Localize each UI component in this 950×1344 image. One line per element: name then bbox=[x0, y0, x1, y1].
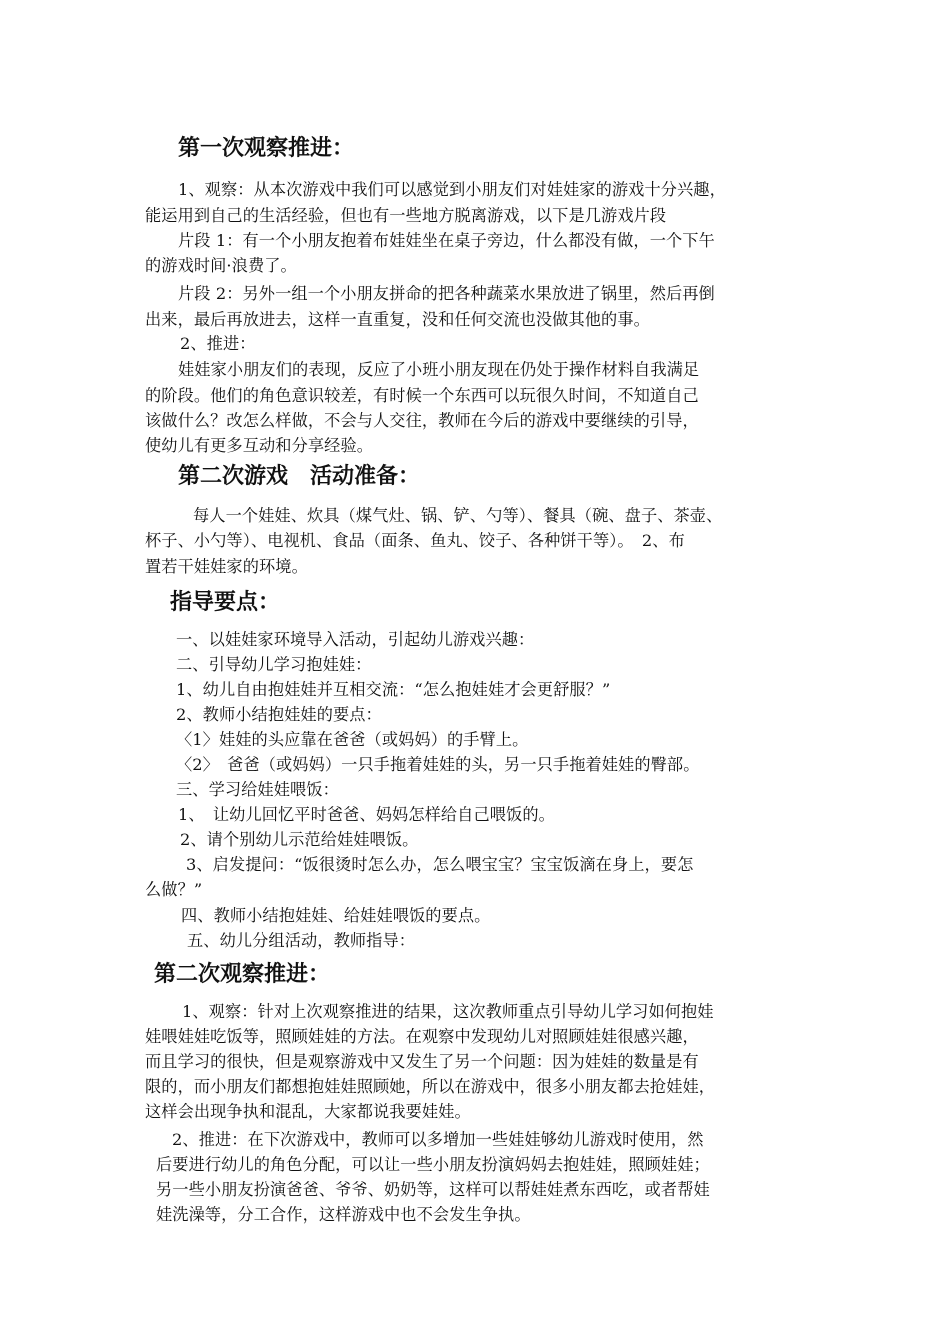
observation-line: 1、观察：从本次游戏中我们可以感觉到小朋友们对娃娃家的游戏十分兴趣， bbox=[178, 180, 726, 199]
observation-line: 这样会出现争执和混乱，大家都说我要娃娃。 bbox=[145, 1102, 471, 1121]
advance-line: 另一些小朋友扮演爸爸、爷爷、奶奶等，这样可以帮娃娃煮东西吃，或者帮娃 bbox=[156, 1180, 710, 1199]
guidance-item: 2、教师小结抱娃娃的要点： bbox=[176, 705, 382, 724]
advance-line: 2、推进：在下次游戏中，教师可以多增加一些娃娃够幼儿游戏时使用，然 bbox=[172, 1130, 704, 1149]
advance-line: 的阶段。他们的角色意识较差，有时候一个东西可以玩很久时间，不知道自己 bbox=[145, 386, 699, 405]
clip-line: 的游戏时间·浪费了。 bbox=[145, 256, 297, 275]
section-heading-second-game-prep: 第二次游戏 活动准备： bbox=[178, 464, 421, 489]
guidance-item: 1、 让幼儿回忆平时爸爸、妈妈怎样给自己喂饭的。 bbox=[178, 805, 555, 824]
clip-line: 片段 1：有一个小朋友抱着布娃娃坐在桌子旁边，什么都没有做，一个下午 bbox=[178, 231, 715, 250]
guidance-item: 么做？” bbox=[145, 880, 203, 899]
section-heading-second-observation: 第二次观察推进： bbox=[154, 962, 331, 987]
advance-line: 使幼儿有更多互动和分享经验。 bbox=[145, 436, 374, 455]
observation-line: 娃喂娃娃吃饭等，照顾娃娃的方法。在观察中发现幼儿对照顾娃娃很感兴趣， bbox=[145, 1027, 699, 1046]
guidance-item: 〈1〉娃娃的头应靠在爸爸（或妈妈）的手臂上。 bbox=[176, 730, 529, 749]
guidance-item: 一、以娃娃家环境导入活动，引起幼儿游戏兴趣： bbox=[176, 630, 535, 649]
guidance-item: 〈2〉 爸爸（或妈妈）一只手拖着娃娃的头，另一只手拖着娃娃的臀部。 bbox=[176, 755, 700, 774]
observation-line: 限的，而小朋友们都想抱娃娃照顾她，所以在游戏中，很多小朋友都去抢娃娃， bbox=[145, 1077, 716, 1096]
guidance-item: 1、幼儿自由抱娃娃并互相交流：“怎么抱娃娃才会更舒服？” bbox=[176, 680, 611, 699]
advance-line: 娃洗澡等，分工合作，这样游戏中也不会发生争执。 bbox=[156, 1205, 531, 1224]
section-heading-guidance-points: 指导要点： bbox=[170, 590, 281, 615]
section-heading-first-observation: 第一次观察推进： bbox=[178, 136, 355, 161]
prep-line: 置若干娃娃家的环境。 bbox=[145, 557, 308, 576]
guidance-item: 2、请个别幼儿示范给娃娃喂饭。 bbox=[180, 830, 419, 849]
prep-line: 每人一个娃娃、炊具（煤气灶、锅、铲、勺等）、餐具（碗、盘子、茶壶、 bbox=[193, 506, 723, 525]
advance-line: 该做什么？改怎么样做，不会与人交往，教师在今后的游戏中要继续的引导， bbox=[145, 411, 699, 430]
prep-line: 杯子、小勺等）、电视机、食品（面条、鱼丸、饺子、各种饼干等）。 2、布 bbox=[145, 531, 685, 550]
advance-line: 娃娃家小朋友们的表现，反应了小班小朋友现在仍处于操作材料自我满足 bbox=[178, 360, 700, 379]
observation-line: 1、观察：针对上次观察推进的结果，这次教师重点引导幼儿学习如何抱娃 bbox=[182, 1002, 714, 1021]
guidance-item: 二、引导幼儿学习抱娃娃： bbox=[176, 655, 372, 674]
guidance-item: 三、学习给娃娃喂饭： bbox=[176, 780, 339, 799]
clip-line: 片段 2：另外一组一个小朋友拼命的把各种蔬菜水果放进了锅里，然后再倒 bbox=[178, 284, 715, 303]
guidance-item: 五、幼儿分组活动，教师指导： bbox=[187, 931, 416, 950]
guidance-item: 四、教师小结抱娃娃、给娃娃喂饭的要点。 bbox=[181, 906, 491, 925]
observation-line: 能运用到自己的生活经验，但也有一些地方脱离游戏，以下是几游戏片段 bbox=[145, 206, 667, 225]
advance-line: 后要进行幼儿的角色分配，可以让一些小朋友扮演妈妈去抱娃娃，照顾娃娃； bbox=[156, 1155, 710, 1174]
clip-line: 出来，最后再放进去，这样一直重复，没和任何交流也没做其他的事。 bbox=[145, 310, 650, 329]
guidance-item: 3、启发提问：“饭很烫时怎么办，怎么喂宝宝？宝宝饭滴在身上，要怎 bbox=[186, 855, 694, 874]
advance-label: 2、推进： bbox=[180, 334, 256, 353]
observation-line: 而且学习的很快，但是观察游戏中又发生了另一个问题：因为娃娃的数量是有 bbox=[145, 1052, 699, 1071]
